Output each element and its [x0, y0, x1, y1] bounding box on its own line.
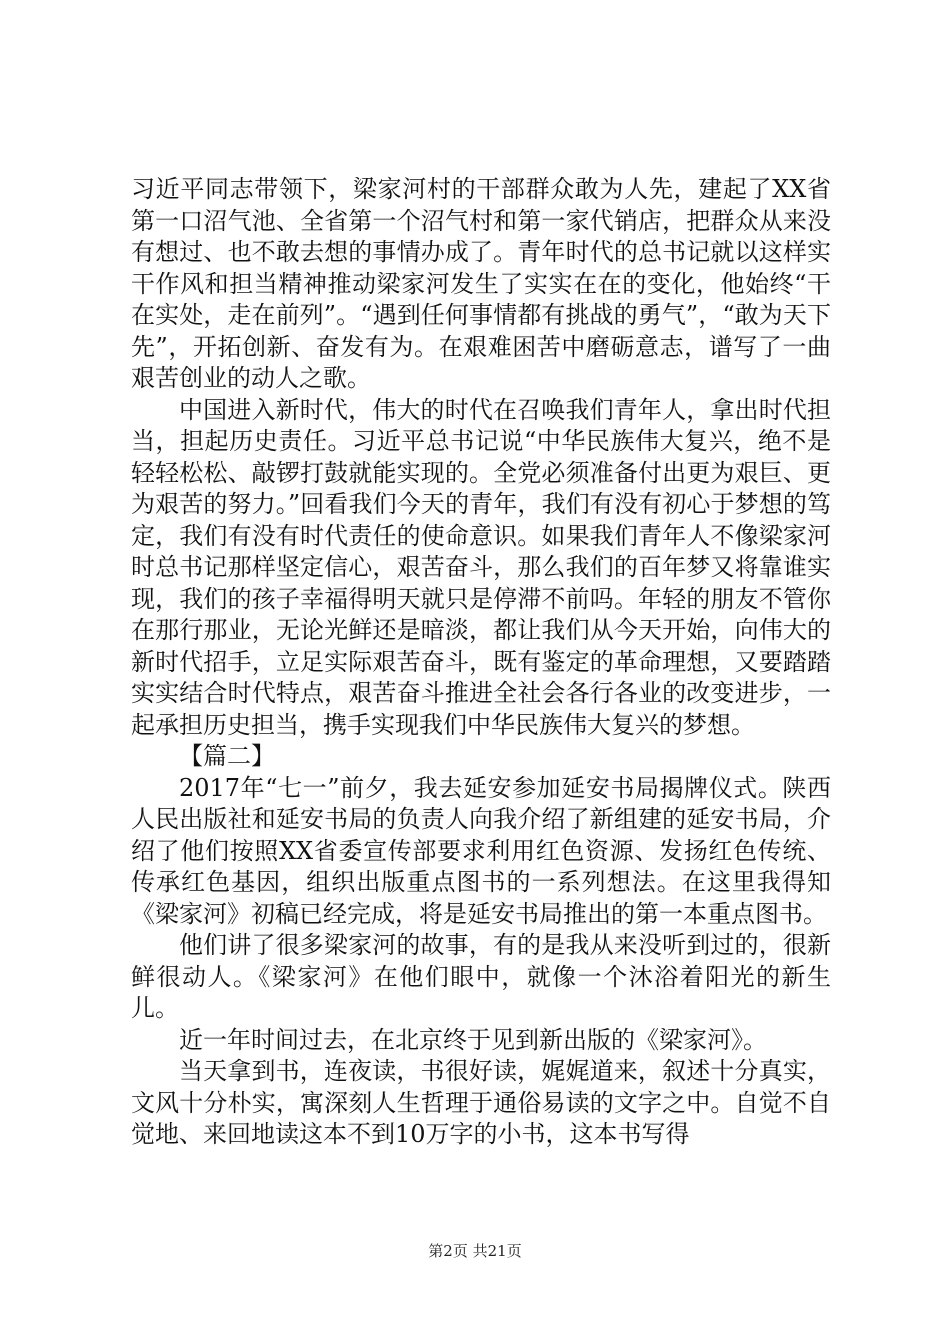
paragraph-continued: 习近平同志带领下，梁家河村的干部群众敢为人先，建起了XX省第一口沼气池、全省第一个沼气村和第一家代销店，把群众从来没有想过、也不敢去想的事情办成了。青年时代的总书记就以这样实干作风和担当精神推动梁家河发生了实实在在的变化，他始终“干在实处，走在前列”。“遇到任何事情都有挑战的勇气”，“敢为天下先”，开拓创新、奋发有为。在艰难困苦中磨砺意志，谱写了一曲艰苦创业的动人之歌。 [131, 175, 831, 392]
page-number-footer: 第2页 共21页 [428, 1242, 522, 1260]
paragraph-reading: 当天拿到书，连夜读，书很好读，娓娓道来，叙述十分真实，文风十分朴实，寓深刻人生哲理于通俗易读的文字之中。自觉不自觉地、来回地读这本不到10万字的小书，这本书写得 [131, 1057, 831, 1148]
paragraph-yanan-bookstore: 2017年“七一”前夕，我去延安参加延安书局揭牌仪式。陕西人民出版社和延安书局的负责人向我介绍了新组建的延安书局，介绍了他们按照XX省委宣传部要求利用红色资源、发扬红色传统、传承红色基因，组织出版重点图书的一系列想法。在这里我得知《梁家河》初稿已经完成，将是延安书局推出的第一本重点图书。 [131, 773, 831, 928]
paragraph-stories: 他们讲了很多梁家河的故事，有的是我从来没听到过的，很新鲜很动人。《梁家河》在他们眼中，就像一个沐浴着阳光的新生儿。 [131, 931, 831, 1022]
section-heading: 【篇二】 [179, 742, 275, 770]
document-body [131, 174, 831, 1151]
paragraph-new-era: 中国进入新时代，伟大的时代在召唤我们青年人，拿出时代担当，担起历史责任。习近平总书记说“中华民族伟大复兴，绝不是轻轻松松、敲锣打鼓就能实现的。全党必须准备付出更为艰巨、更为艰苦的努力。”回看我们今天的青年，我们有没有初心于梦想的笃定，我们有没有时代责任的使命意识。如果我们青年人不像梁家河时总书记那样坚定信心，艰苦奋斗，那么我们的百年梦又将靠谁实现，我们的孩子幸福得明天就只是停滞不前吗。年轻的朋友不管你在那行那业，无论光鲜还是暗淡，都让我们从今天开始，向伟大的新时代招手，立足实际艰苦奋斗，既有鉴定的革命理想，又要踏踏实实结合时代特点，艰苦奋斗推进全社会各行各业的改变进步，一起承担历史担当，携手实现我们中华民族伟大复兴的梦想。 [131, 395, 831, 739]
paragraph-one-year: 近一年时间过去，在北京终于见到新出版的《梁家河》。 [179, 1025, 767, 1054]
